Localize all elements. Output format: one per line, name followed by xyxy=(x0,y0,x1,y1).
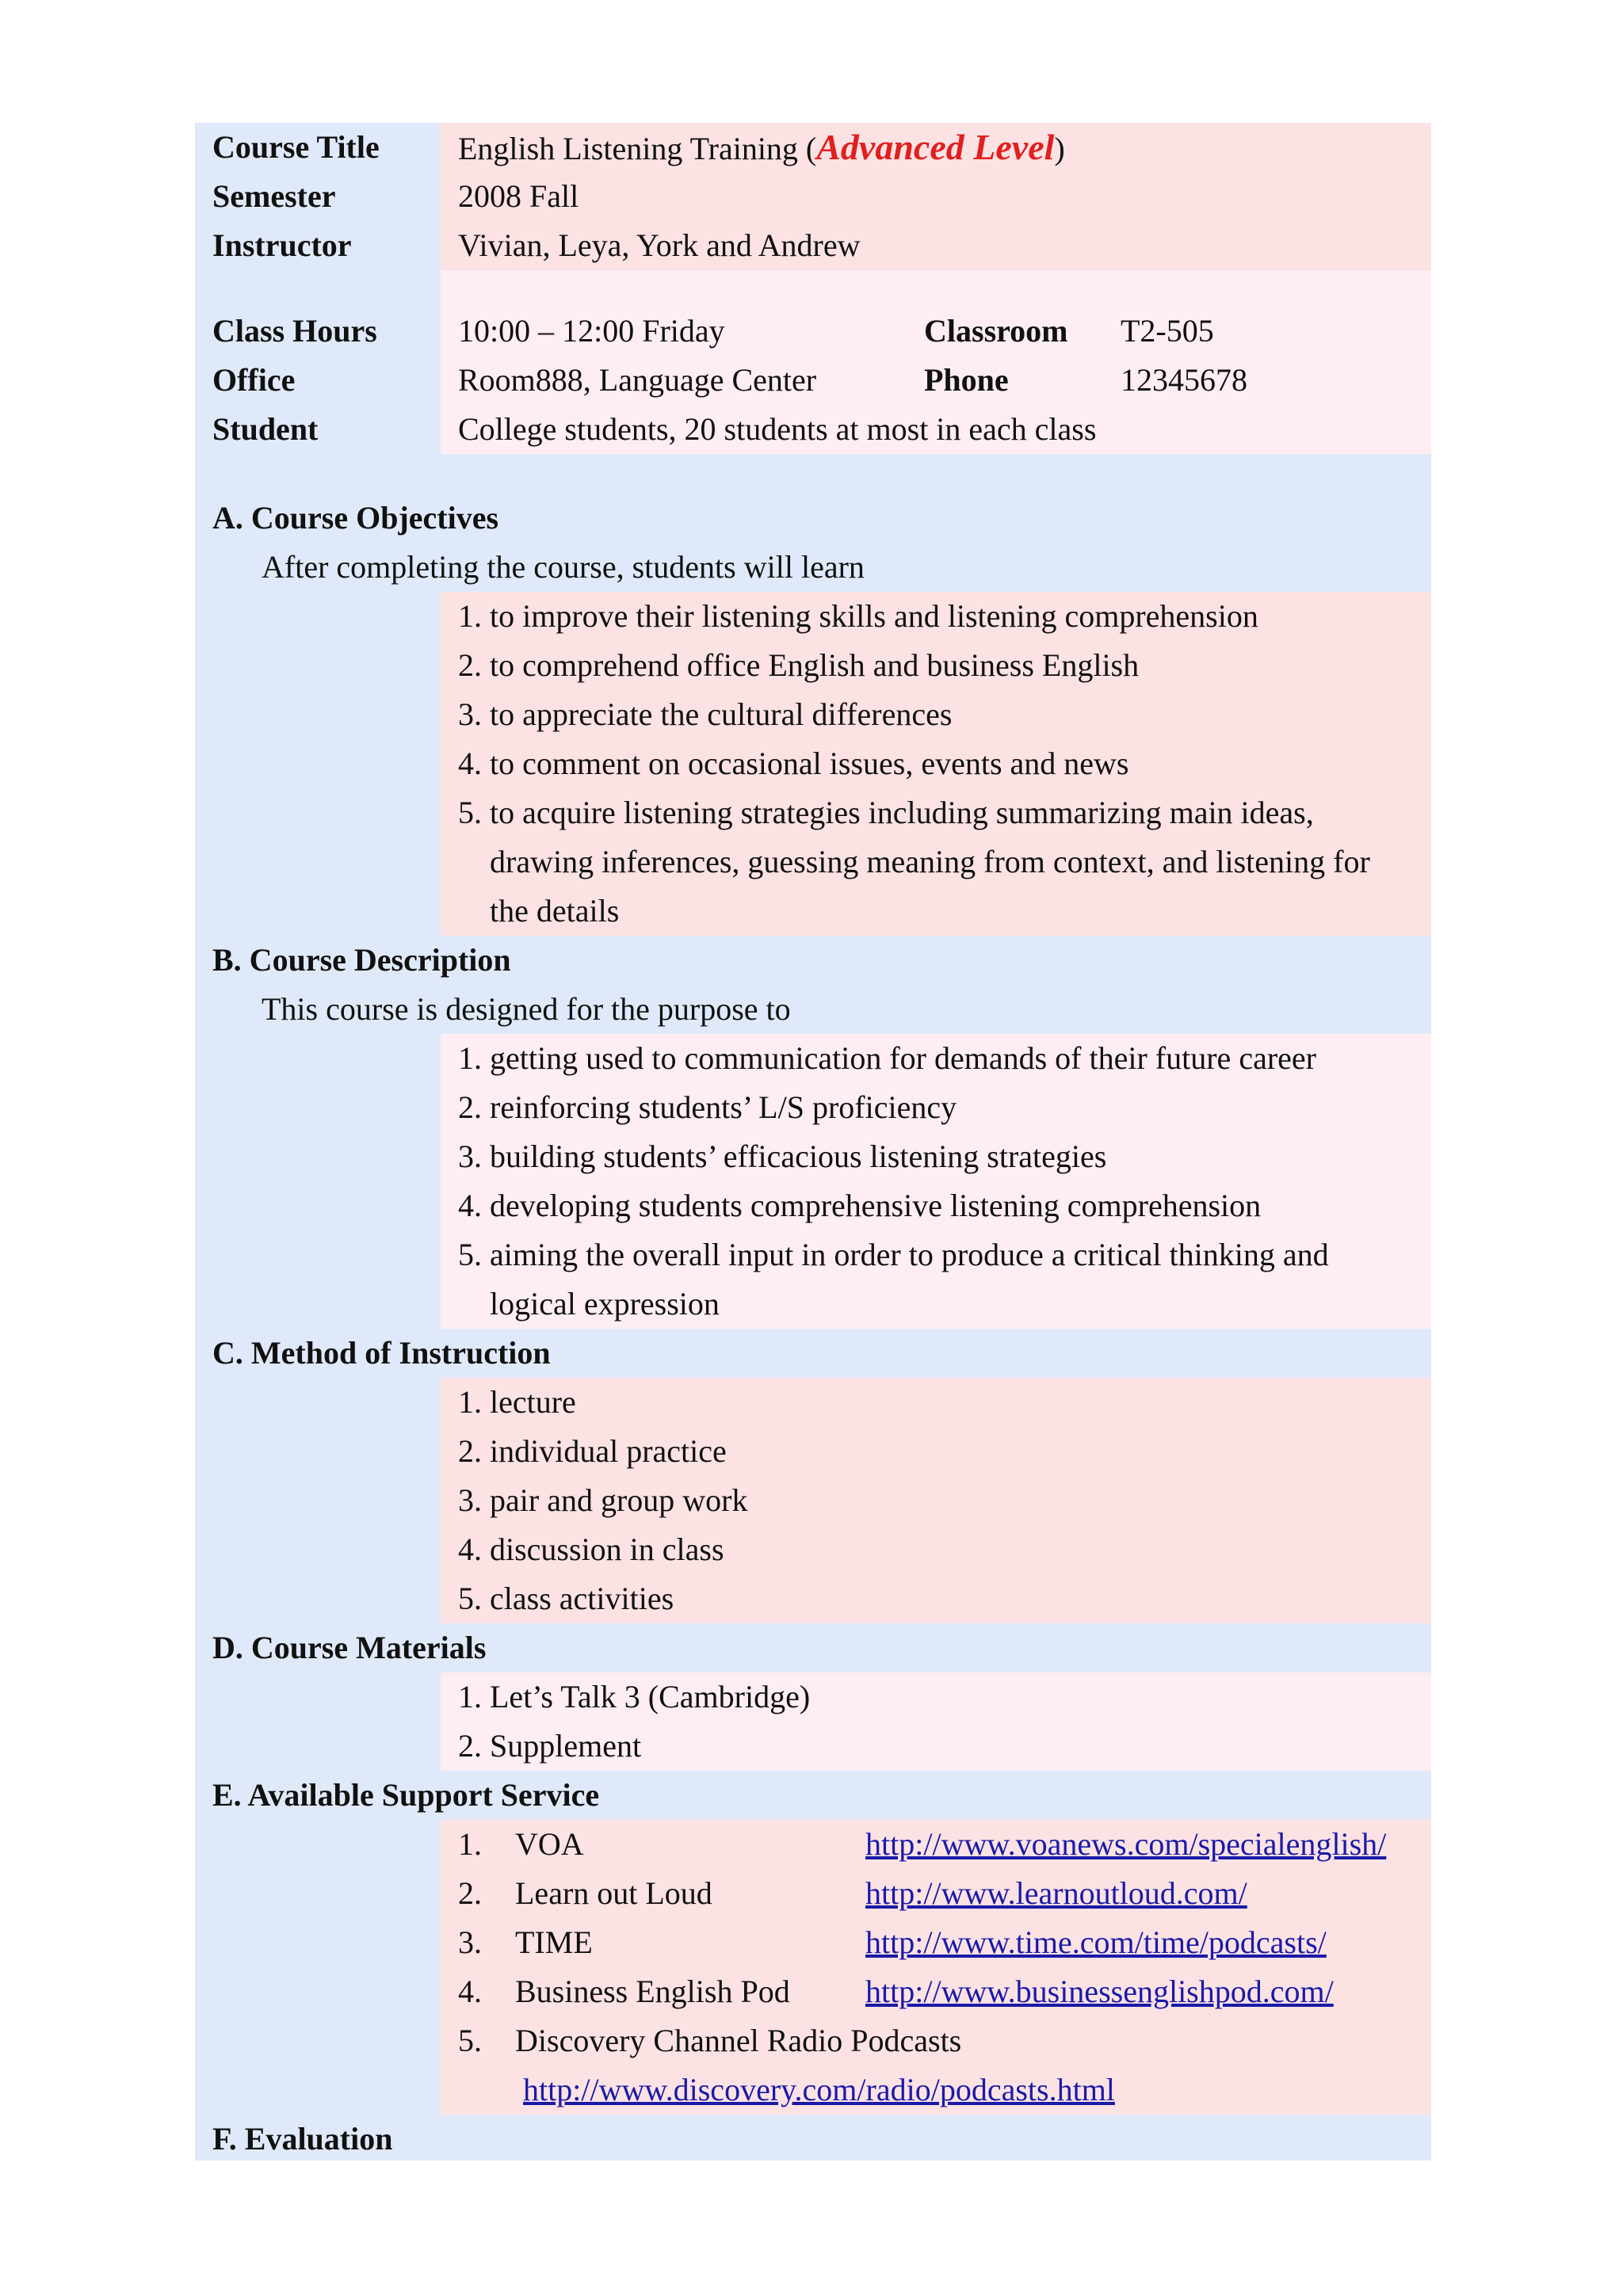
businessenglishpod-link[interactable]: http://www.businessenglishpod.com/ xyxy=(865,1974,1334,2009)
list-item: 5. aiming the overall input in order to produce a critical thinking and xyxy=(458,1237,1329,1272)
list-item: 1. getting used to communication for demands of their future career xyxy=(458,1040,1316,1076)
classroom-value: T2-505 xyxy=(1121,313,1214,349)
voa-link[interactable]: http://www.voanews.com/specialenglish/ xyxy=(865,1826,1387,1862)
list-item: 4. Business English Pod http://www.businessenglishpod.com/ xyxy=(441,1967,1431,2016)
syllabus-document xyxy=(195,123,1431,2161)
support-heading: E. Available Support Service xyxy=(212,1777,600,1813)
list-item-continuation: drawing inferences, guessing meaning from context, and listening for xyxy=(490,844,1370,879)
objectives-intro: After completing the course, students will learn xyxy=(262,549,865,585)
list-item: 1. to improve their listening skills and listening comprehension xyxy=(458,598,1258,634)
class-hours-label: Class Hours xyxy=(212,313,377,349)
list-item: 2. Learn out Loud http://www.learnoutloud.com/ xyxy=(441,1869,1431,1918)
course-title-text: English Listening Training ( xyxy=(458,131,817,166)
class-hours-value: 10:00 – 12:00 Friday xyxy=(458,313,725,349)
list-item: 2. reinforcing students’ L/S proficiency xyxy=(458,1089,957,1125)
list-item: 2. individual practice xyxy=(458,1433,727,1469)
list-item: 1. VOA http://www.voanews.com/specialenglish/ xyxy=(441,1820,1431,1869)
list-item: 3. building students’ efficacious listening strategies xyxy=(458,1138,1107,1174)
list-item: 5. to acquire listening strategies including summarizing main ideas, xyxy=(458,795,1314,830)
description-list xyxy=(441,1034,1431,1329)
classroom-label: Classroom xyxy=(924,313,1068,349)
list-item: 3. to appreciate the cultural differences xyxy=(458,696,953,732)
list-item: 3. TIME http://www.time.com/time/podcasts/ xyxy=(441,1918,1431,1967)
evaluation-heading: F. Evaluation xyxy=(212,2121,393,2157)
time-link[interactable]: http://www.time.com/time/podcasts/ xyxy=(865,1924,1327,1960)
method-list xyxy=(441,1378,1431,1623)
support-list xyxy=(441,1820,1431,2115)
office-label: Office xyxy=(212,362,296,398)
list-item: 2. to comprehend office English and business English xyxy=(458,647,1140,683)
objectives-list xyxy=(441,592,1431,936)
instructor-value: Vivian, Leya, York and Andrew xyxy=(458,227,861,263)
list-item: 4. developing students comprehensive listening comprehension xyxy=(458,1188,1262,1223)
list-item: 4. discussion in class xyxy=(458,1531,724,1567)
phone-label: Phone xyxy=(924,362,1009,398)
list-item-continuation xyxy=(441,2065,1431,2115)
list-item: 4. to comment on occasional issues, events and news xyxy=(458,746,1129,781)
phone-value: 12345678 xyxy=(1121,362,1247,398)
course-title-close: ) xyxy=(1054,131,1065,166)
student-label: Student xyxy=(212,411,319,447)
course-title-value xyxy=(458,123,1065,174)
list-item: 1. lecture xyxy=(458,1384,576,1420)
list-item: 3. pair and group work xyxy=(458,1482,748,1518)
description-intro: This course is designed for the purpose to xyxy=(262,991,791,1027)
objectives-heading: A. Course Objectives xyxy=(212,500,499,536)
materials-heading: D. Course Materials xyxy=(212,1630,487,1665)
materials-list xyxy=(441,1672,1431,1771)
instructor-label: Instructor xyxy=(212,227,352,263)
course-title-label: Course Title xyxy=(212,129,380,165)
list-item-continuation: logical expression xyxy=(490,1286,720,1322)
list-item: 5. class activities xyxy=(458,1581,674,1616)
list-item-continuation: the details xyxy=(490,893,620,929)
semester-value: 2008 Fall xyxy=(458,178,579,214)
description-heading: B. Course Description xyxy=(212,942,511,978)
learnoutloud-link[interactable]: http://www.learnoutloud.com/ xyxy=(865,1875,1247,1911)
discovery-link[interactable]: http://www.discovery.com/radio/podcasts.html xyxy=(523,2072,1115,2107)
office-value: Room888, Language Center xyxy=(458,362,817,398)
course-level: Advanced Level xyxy=(816,127,1055,167)
list-item: 5. Discovery Channel Radio Podcasts xyxy=(458,2023,962,2058)
method-heading: C. Method of Instruction xyxy=(212,1335,551,1371)
list-item: 1. Let’s Talk 3 (Cambridge) xyxy=(458,1679,811,1714)
semester-label: Semester xyxy=(212,178,336,214)
student-value: College students, 20 students at most in each class xyxy=(458,411,1097,447)
list-item: 2. Supplement xyxy=(458,1728,642,1764)
